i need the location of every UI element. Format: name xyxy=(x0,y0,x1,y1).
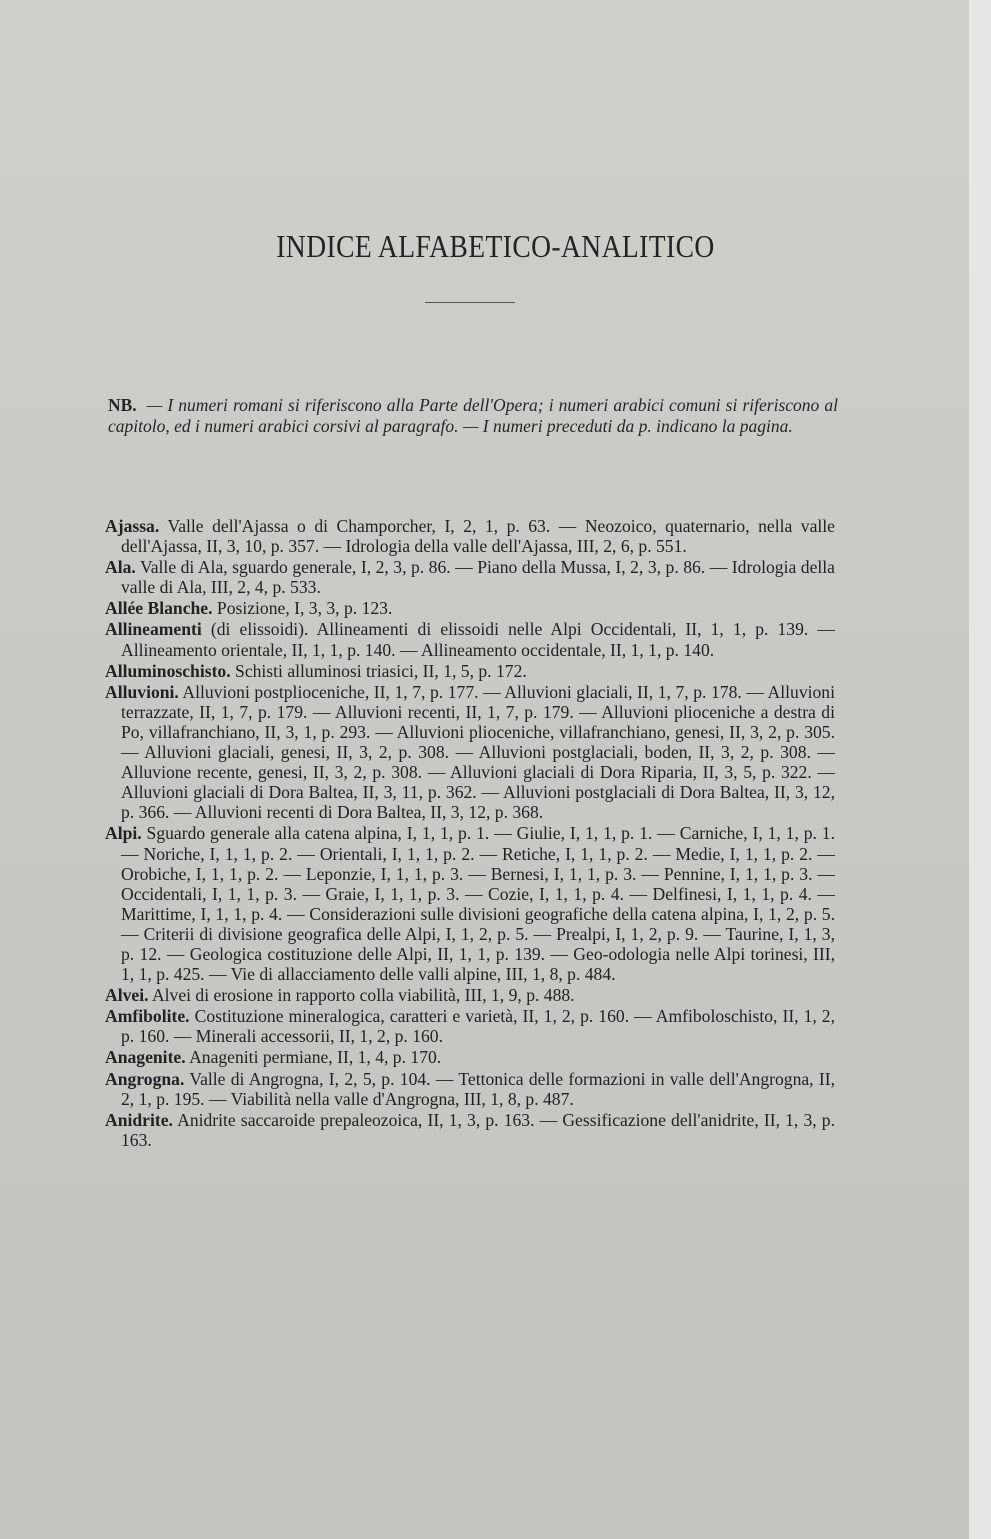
index-entry xyxy=(105,823,835,984)
index-entry xyxy=(105,598,835,618)
entry-headword: Ajassa. xyxy=(105,516,160,536)
index-entry xyxy=(105,682,835,823)
index-list xyxy=(105,516,835,1151)
entry-headword: Anagenite. xyxy=(105,1047,186,1068)
index-entry xyxy=(105,557,835,597)
page-edge xyxy=(969,0,991,1539)
entry-text: Sguardo generale alla catena alpina, I, 1, 1, p. 1. — Giulie, I, 1, 1, p. 1. — Carniche, I, 1, 1, p. 1. — Noriche, I, 1, 1, p. 2. — Orientali, I, 1, 1, p. 2. — Retiche, I, 1, 1, p. 2. — Medie, I, 1, 1, p. 2. — Orobiche, I, 1, 1, p. 2. — Leponzie, I, 1, 1, p. 3. — Bernesi, I, 1, 1, p. 3. — Pennine, I, 1, 1, p. 3. — Occidentali, I, 1, 1, p. 3. — Graie, I, 1, 1, p. 3. — Cozie, I, 1, 1, p. 4. — Delfinesi, I, 1, 1, p. 4. — Marittime, I, 1, 1, p. 4. — Considerazioni sulle divisioni geografiche della catena alpina, I, 1, 2, p. 5. — Criterii di divisione geografica delle Alpi, I, 1, 2, p. 5. — Prealpi, I, 1, 2, p. 9. — Taurine, I, 1, 3, p. 12. — Geologica costituzione delle Alpi, II, 1, 1, p. 139. — Geo-odologia nelle Alpi torinesi, III, 1, 1, p. 425. — Vie di allacciamento delle valli alpine, III, 1, 8, p. 484. xyxy=(121,823,835,985)
entry-text: Alluvioni postplioceniche, II, 1, 7, p. 177. — Alluvioni glaciali, II, 1, 7, p. 178. — Alluvioni terrazzate, II, 1, 7, p. 179. — Alluvioni recenti, II, 1, 7, p. 179. — Alluvioni plioceniche a destra di Po, villafranchiano, II, 3, 1, p. 293. — Alluvioni plioceniche, villafranchiano, genesi, II, 3, 2, p. 305. — Alluvioni glaciali, genesi, II, 3, 2, p. 308. — Alluvioni postglaciali, boden, II, 3, 2, p. 308. — Alluvione recente, genesi, II, 3, 2, p. 308. — Alluvioni glaciali di Dora Riparia, II, 3, 5, p. 322. — Alluvioni glaciali di Dora Baltea, II, 3, 11, p. 362. — Alluvioni postglaciali di Dora Baltea, II, 3, 12, p. 366. — Alluvioni recenti di Dora Baltea, II, 3, 12, p. 368. xyxy=(121,681,835,823)
entry-text: Alvei di erosione in rapporto colla viabilità, III, 1, 9, p. 488. xyxy=(151,985,575,1006)
entry-text: Anageniti permiane, II, 1, 4, p. 170. xyxy=(189,1047,442,1068)
entry-headword: Ala. xyxy=(105,557,136,578)
entry-text: Costituzione mineralogica, caratteri e varietà, II, 1, 2, p. 160. — Amfiboloschisto, II, 1, 2, p. 160. — Minerali accessorii, II, 1, 2, p. 160. xyxy=(121,1006,835,1047)
entry-text: Posizione, I, 3, 3, p. 123. xyxy=(216,598,393,619)
entry-headword: Alpi. xyxy=(105,823,142,844)
entry-text: Anidrite saccaroide prepaleozoica, II, 1, 3, p. 163. — Gessificazione dell'anidrite, II, 1, 3, p. 163. xyxy=(121,1109,835,1150)
index-entry xyxy=(105,1110,835,1150)
nota-bene-label: NB. xyxy=(108,394,137,415)
entry-text: (di elissoidi). Allineamenti di elissoidi nelle Alpi Occidentali, II, 1, 1, p. 139. — Allineamento orientale, II, 1, 1, p. 140. — Allineamento occidentale, II, 1, 1, p. 140. xyxy=(121,619,835,660)
entry-headword: Anidrite. xyxy=(105,1109,173,1130)
index-entry xyxy=(105,1047,835,1067)
entry-headword: Alluvioni. xyxy=(105,681,179,702)
entry-headword: Allée Blanche. xyxy=(105,598,213,619)
index-entry xyxy=(105,1069,835,1109)
entry-text: Valle di Ala, sguardo generale, I, 2, 3, p. 86. — Piano della Mussa, I, 2, 3, p. 86. — Idrologia della valle di Ala, III, 2, 4, p. 533. xyxy=(121,557,835,598)
entry-headword: Angrogna. xyxy=(105,1068,185,1089)
index-entry xyxy=(105,1006,835,1046)
entry-headword: Amfibolite. xyxy=(105,1006,190,1027)
nota-bene xyxy=(108,395,838,438)
index-entry xyxy=(105,619,835,659)
entry-headword: Alluminoschisto. xyxy=(105,660,231,681)
page-title: INDICE ALFABETICO-ANALITICO xyxy=(276,228,715,264)
entry-text: Valle dell'Ajassa o di Champorcher, I, 2, 1, p. 63. — Neozoico, quaternario, nella valle dell'Ajassa, II, 3, 10, p. 357. — Idrologia della valle dell'Ajassa, III, 2, 6, p. 551. xyxy=(121,516,835,557)
index-entry xyxy=(105,516,835,556)
nota-bene-text: — I numeri romani si riferiscono alla Parte dell'Opera; i numeri arabici comuni si riferiscono al capitolo, ed i numeri arabici corsivi al paragrafo. — I numeri preceduti da p. indicano la pagina. xyxy=(108,394,838,436)
entry-text: Valle di Angrogna, I, 2, 5, p. 104. — Tettonica delle formazioni in valle dell'Angrogna, II, 2, 1, p. 195. — Viabilità nella valle d'Angrogna, III, 1, 8, p. 487. xyxy=(121,1068,835,1109)
entry-headword: Allineamenti xyxy=(105,619,202,640)
index-entry xyxy=(105,661,835,681)
title-divider xyxy=(425,302,515,303)
index-entry xyxy=(105,985,835,1005)
entry-headword: Alvei. xyxy=(105,985,149,1006)
entry-text: Schisti alluminosi triasici, II, 1, 5, p. 172. xyxy=(235,660,527,681)
